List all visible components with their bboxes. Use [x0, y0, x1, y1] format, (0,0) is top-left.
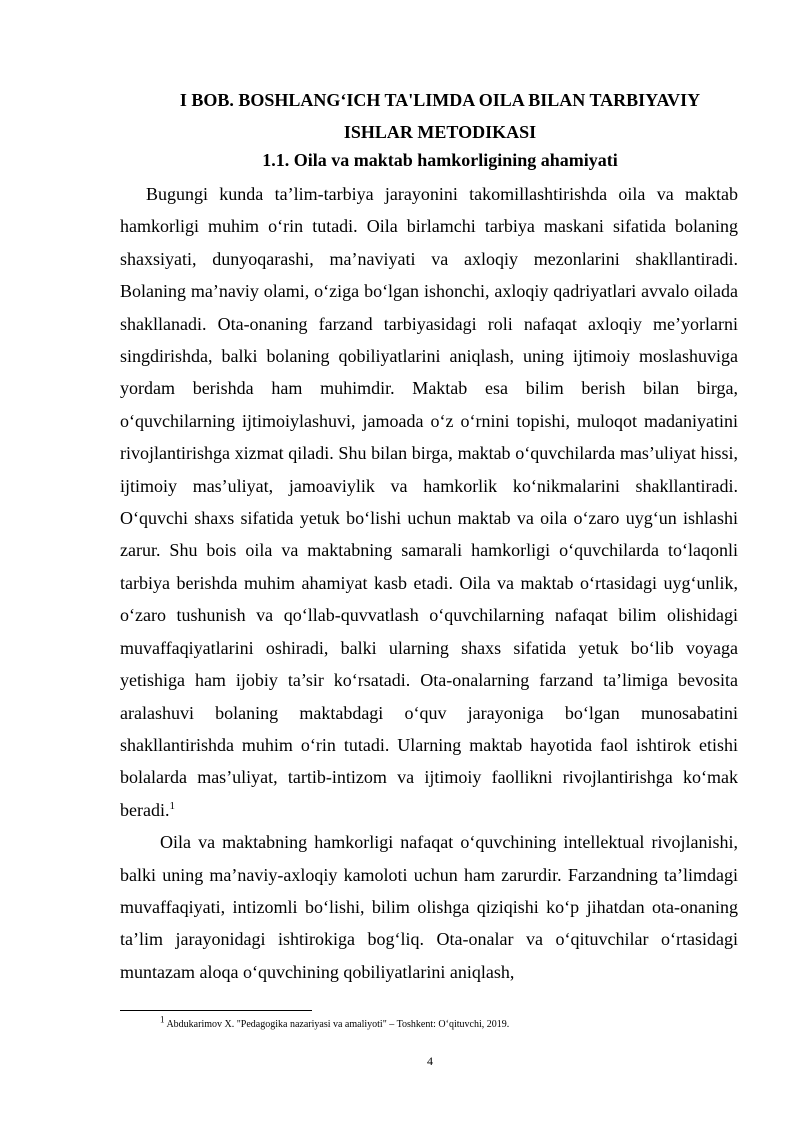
- chapter-title-line-1: I BOB. BOSHLANG‘ICH TA'LIMDA OILA BILAN TARBIYAVIY: [179, 90, 701, 110]
- section-title: 1.1. Oila va maktab hamkorligining ahamiyati: [262, 150, 618, 170]
- footnote-separator: [120, 1010, 312, 1011]
- body-text: [120, 178, 738, 988]
- paragraph-1-text: Bugungi kunda ta’lim-tarbiya jarayonini takomillashtirishda oila va maktab hamkorligi muhim o‘rin tutadi. Oila birlamchi tarbiya maskani sifatida bolaning shaxsiyati, dunyoqarashi, ma’naviyati va axloqiy mezonlarini shakllantiradi. Bolaning ma’naviy olami, o‘ziga bo‘lgan ishonchi, axloqiy qadriyatlari avvalo oilada shakllanadi. Ota-onaning farzand tarbiyasidagi roli nafaqat axloqiy me’yorlarni singdirishda, balki bolaning qobiliyatlarini aniqlash, uning ijtimoiy moslashuviga yordam berishda ham muhimdir. Maktab esa bilim berish bilan birga, o‘quvchilarning ijtimoiylashuvi, jamoada o‘z o‘rnini topishi, muloqot madaniyatini rivojlantirishga xizmat qiladi. Shu bilan birga, maktab o‘quvchilarda mas’uliyat hissi, ijtimoiy mas’uliyat, jamoaviylik va hamkorlik ko‘nikmalarini shakllantiradi. O‘quvchi shaxs sifatida yetuk bo‘lishi uchun maktab va oila o‘zaro uyg‘un ishlashi zarur. Shu bois oila va maktabning samarali hamkorligi o‘quvchilarda to‘laqonli tarbiya berishda muhim ahamiyat kasb etadi. Oila va maktab o‘rtasidagi uyg‘unlik, o‘zaro tushunish va qo‘llab-quvvatlash o‘quvchilarning nafaqat bilim olishidagi muvaffaqiyatlarini oshiradi, balki ularning shaxs sifatida yetuk bo‘lib voyaga yetishiga ham ijobiy ta’sir ko‘rsatadi. Ota-onalarning farzand ta’limiga bevosita aralashuvi bolaning maktabdagi o‘quv jarayoniga bo‘lgan munosabatini shakllantirishda muhim o‘rin tutadi. Ularning maktab hayotida faol ishtirok etishi bolalarda mas’uliyat, tartib-intizom va ijtimoiy faollikni rivojlantirishga ko‘mak beradi.: [120, 184, 738, 820]
- chapter-title: [120, 84, 760, 148]
- paragraph-2: [120, 826, 738, 988]
- chapter-title-line-2: ISHLAR METODIKASI: [343, 122, 537, 142]
- footnote-number: 1: [160, 1014, 165, 1025]
- footnote: [160, 1014, 740, 1032]
- paragraph-1: [120, 178, 738, 826]
- footnote-reference[interactable]: 1: [169, 799, 175, 812]
- page-number: 4: [427, 1054, 433, 1068]
- footnote-text: Abdukarimov X. "Pedagogika nazariyasi va amaliyoti" – Toshkent: O‘qituvchi, 2019.: [166, 1019, 510, 1030]
- paragraph-2-text: Oila va maktabning hamkorligi nafaqat o‘quvchining intellektual rivojlanishi, balki uning ma’naviy-axloqiy kamoloti uchun ham zarurdir. Farzandning ta’limdagi muvaffaqiyati, intizomli bo‘lishi, bilim olishga qiziqishi ko‘p jihatdan ota-onaning ta’lim jarayonidagi ishtirokiga bog‘liq. Ota-onalar va o‘qituvchilar o‘rtasidagi muntazam aloqa o‘quvchining qobiliyatlarini aniqlash,: [120, 832, 738, 982]
